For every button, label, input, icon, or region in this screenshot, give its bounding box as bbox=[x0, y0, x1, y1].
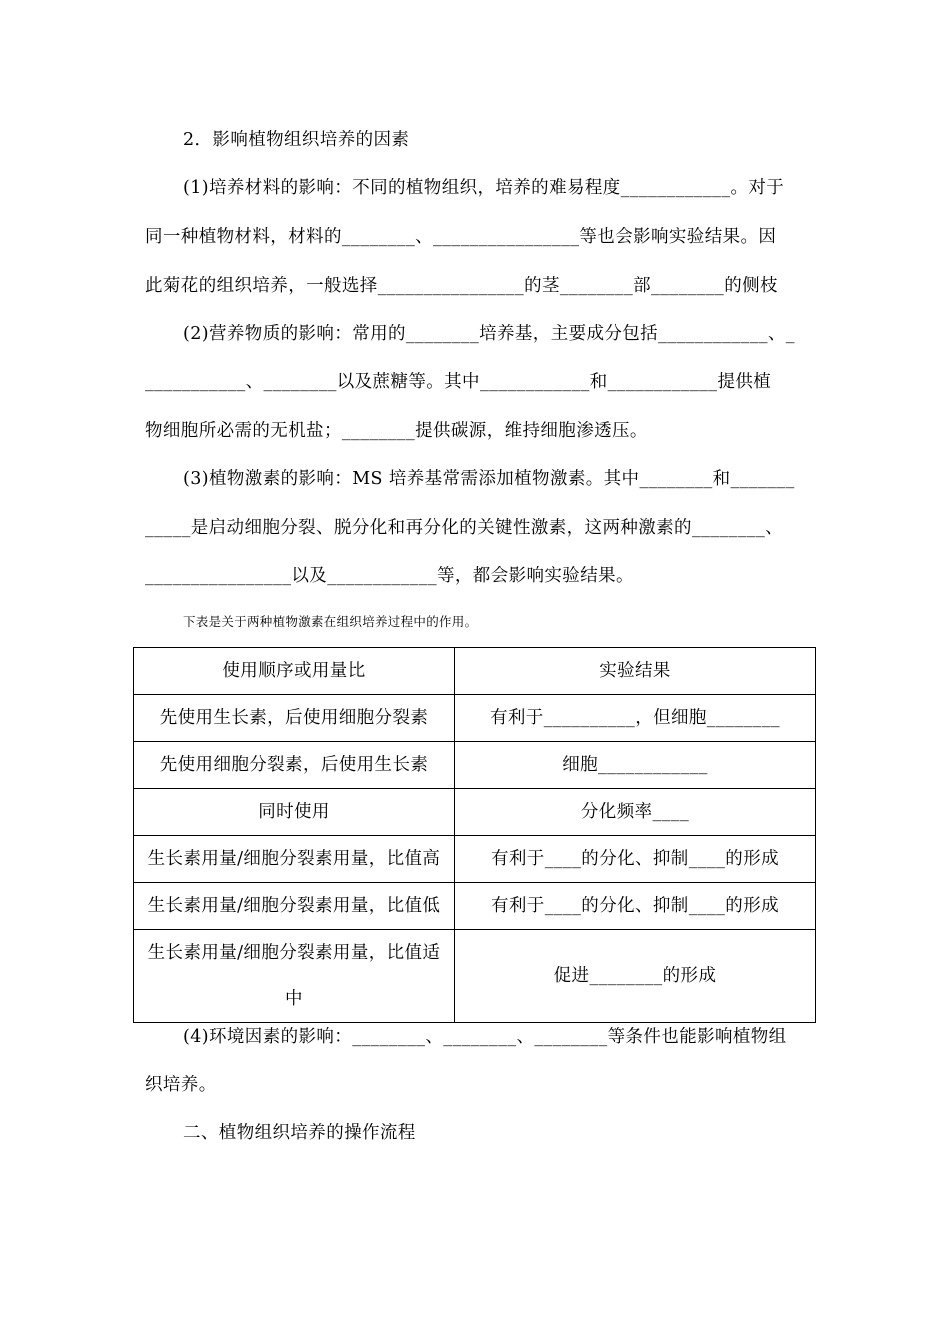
table-cell: 生长素用量/细胞分裂素用量，比值适中 bbox=[134, 930, 455, 1023]
table-row bbox=[134, 836, 816, 883]
table-cell: 先使用生长素，后使用细胞分裂素 bbox=[134, 695, 455, 742]
table-cell: 生长素用量/细胞分裂素用量，比值高 bbox=[134, 836, 455, 883]
paragraph-line: (2)营养物质的影响：常用的________培养基，主要成分包括____________、_ bbox=[183, 324, 795, 344]
paragraph-line: 此菊花的组织培养，一般选择________________的茎________部________的侧枝 bbox=[145, 276, 778, 296]
table-header-row bbox=[134, 648, 816, 695]
table-row bbox=[134, 695, 816, 742]
hormone-effect-table bbox=[133, 647, 816, 1023]
table-cell: 分化频率____ bbox=[455, 789, 816, 836]
paragraph-line: ___________、________以及蔗糖等。其中____________和____________提供植 bbox=[145, 372, 772, 392]
table-row bbox=[134, 742, 816, 789]
table-cell: 有利于____的分化、抑制____的形成 bbox=[455, 836, 816, 883]
table-header-cell: 实验结果 bbox=[455, 648, 816, 695]
section-heading: 2．影响植物组织培养的因素 bbox=[183, 130, 410, 150]
paragraph-line: _____是启动细胞分裂、脱分化和再分化的关键性激素，这两种激素的________、 bbox=[145, 518, 784, 538]
table-cell: 有利于____的分化、抑制____的形成 bbox=[455, 883, 816, 930]
table-row bbox=[134, 789, 816, 836]
table-cell: 同时使用 bbox=[134, 789, 455, 836]
paragraph-line: (1)培养材料的影响：不同的植物组织，培养的难易程度____________。对于 bbox=[183, 178, 785, 198]
paragraph-line: (3)植物激素的影响：MS 培养基常需添加植物激素。其中________和_______ bbox=[183, 469, 795, 489]
table-row bbox=[134, 883, 816, 930]
table-cell: 促进________的形成 bbox=[455, 930, 816, 1023]
table-row bbox=[134, 930, 816, 1023]
table-cell: 生长素用量/细胞分裂素用量，比值低 bbox=[134, 883, 455, 930]
paragraph-line: ________________以及____________等，都会影响实验结果。 bbox=[145, 566, 634, 586]
table-cell: 先使用细胞分裂素，后使用生长素 bbox=[134, 742, 455, 789]
paragraph-line: 物细胞所必需的无机盐；________提供碳源，维持细胞渗透压。 bbox=[145, 421, 648, 441]
paragraph-line: 织培养。 bbox=[145, 1075, 217, 1095]
paragraph-line: (4)环境因素的影响：________、________、________等条件也能影响植物组 bbox=[183, 1027, 787, 1047]
table-cell: 有利于__________，但细胞________ bbox=[455, 695, 816, 742]
paragraph-line: 同一种植物材料，材料的________、________________等也会影响实验结果。因 bbox=[145, 227, 777, 247]
table-cell: 细胞____________ bbox=[455, 742, 816, 789]
section-heading: 二、植物组织培养的操作流程 bbox=[183, 1123, 416, 1143]
table-header-cell: 使用顺序或用量比 bbox=[134, 648, 455, 695]
table-caption: 下表是关于两种植物激素在组织培养过程中的作用。 bbox=[183, 614, 478, 629]
